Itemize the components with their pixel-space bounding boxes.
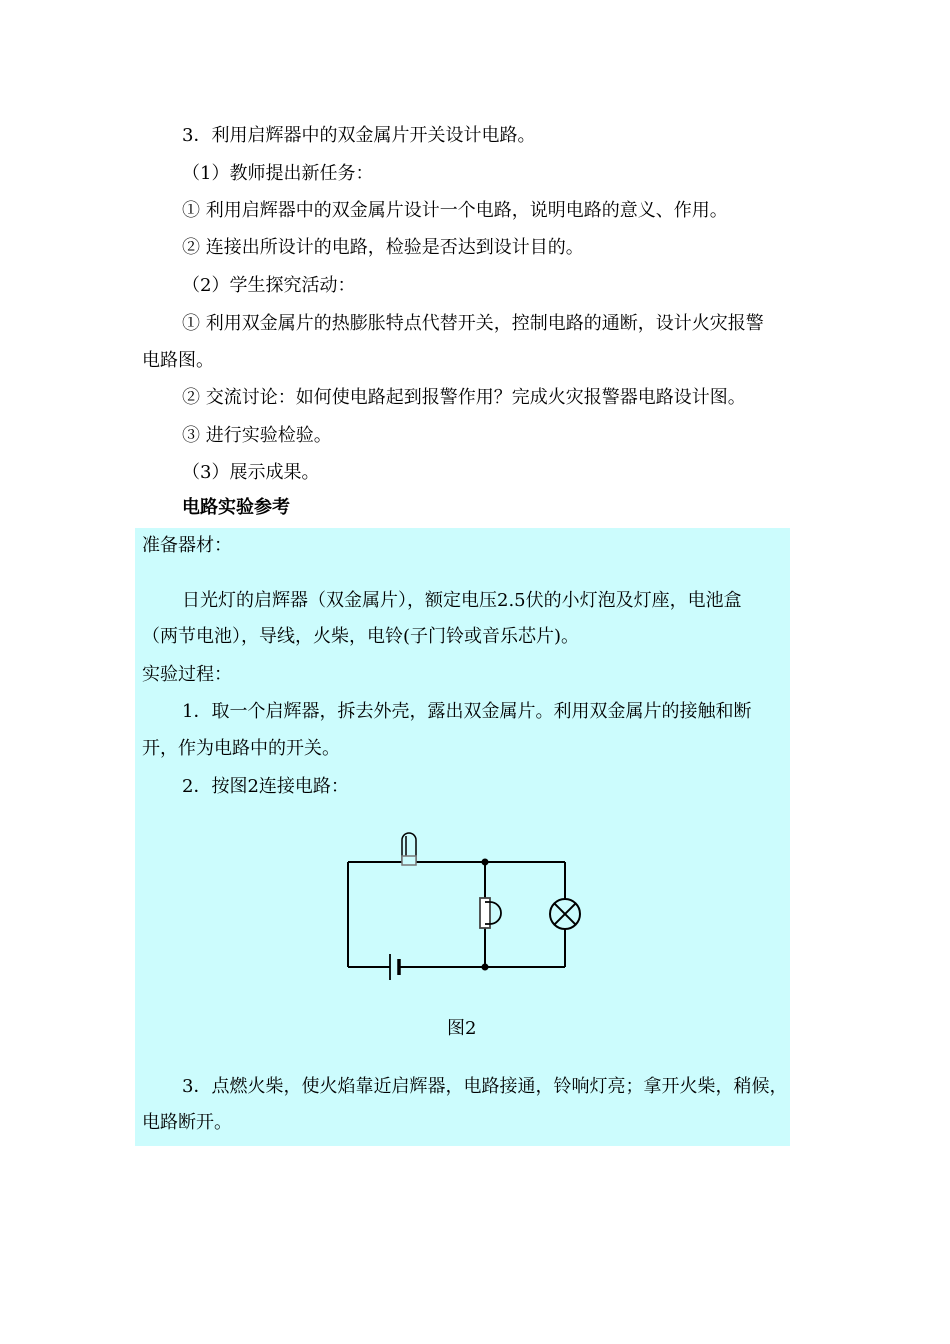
lamp-icon [550, 899, 580, 929]
task-title: （1）教师提出新任务： [182, 163, 374, 184]
step-1-line-1: 1．取一个启辉器，拆去外壳，露出双金属片。利用双金属片的接触和断 [182, 701, 752, 722]
step-3-line-1: 3．点燃火柴，使火焰靠近启辉器，电路接通，铃响灯亮；拿开火柴，稍候， [182, 1076, 788, 1097]
activity-item-1: ① 利用双金属片的热膨胀特点代替开关，控制电路的通断，设计火灾报警 [182, 313, 764, 334]
activity-item-1-cont: 电路图。 [142, 350, 214, 371]
junction-bottom [482, 964, 489, 971]
process-label: 实验过程： [142, 664, 232, 685]
step-1-line-2: 开，作为电路中的开关。 [142, 738, 340, 759]
show-results: （3）展示成果。 [182, 462, 320, 483]
task-item-2: ② 连接出所设计的电路，检验是否达到设计目的。 [182, 237, 584, 258]
activity-item-2: ② 交流讨论：如何使电路起到报警作用？完成火灾报警器电路设计图。 [182, 387, 746, 408]
circuit-diagram [340, 826, 585, 986]
step-3-line-2: 电路断开。 [142, 1112, 232, 1133]
materials-label: 准备器材： [142, 535, 232, 556]
reference-title: 电路实验参考 [182, 497, 290, 518]
bell-icon [480, 898, 501, 928]
figure-caption: 图2 [447, 1018, 477, 1039]
materials-line-2: （两节电池），导线，火柴，电铃(子门铃或音乐芯片)。 [142, 626, 580, 647]
section-heading: 3．利用启辉器中的双金属片开关设计电路。 [182, 125, 536, 146]
starter-bimetal-icon [402, 833, 416, 865]
materials-line-1: 日光灯的启辉器（双金属片），额定电压2.5伏的小灯泡及灯座，电池盒 [182, 590, 742, 611]
battery-icon [390, 954, 399, 980]
activity-item-3: ③ 进行实验检验。 [182, 425, 332, 446]
activity-title: （2）学生探究活动： [182, 275, 356, 296]
task-item-1: ① 利用启辉器中的双金属片设计一个电路，说明电路的意义、作用。 [182, 200, 728, 221]
step-2: 2．按图2连接电路： [182, 776, 349, 797]
junction-top [482, 859, 489, 866]
